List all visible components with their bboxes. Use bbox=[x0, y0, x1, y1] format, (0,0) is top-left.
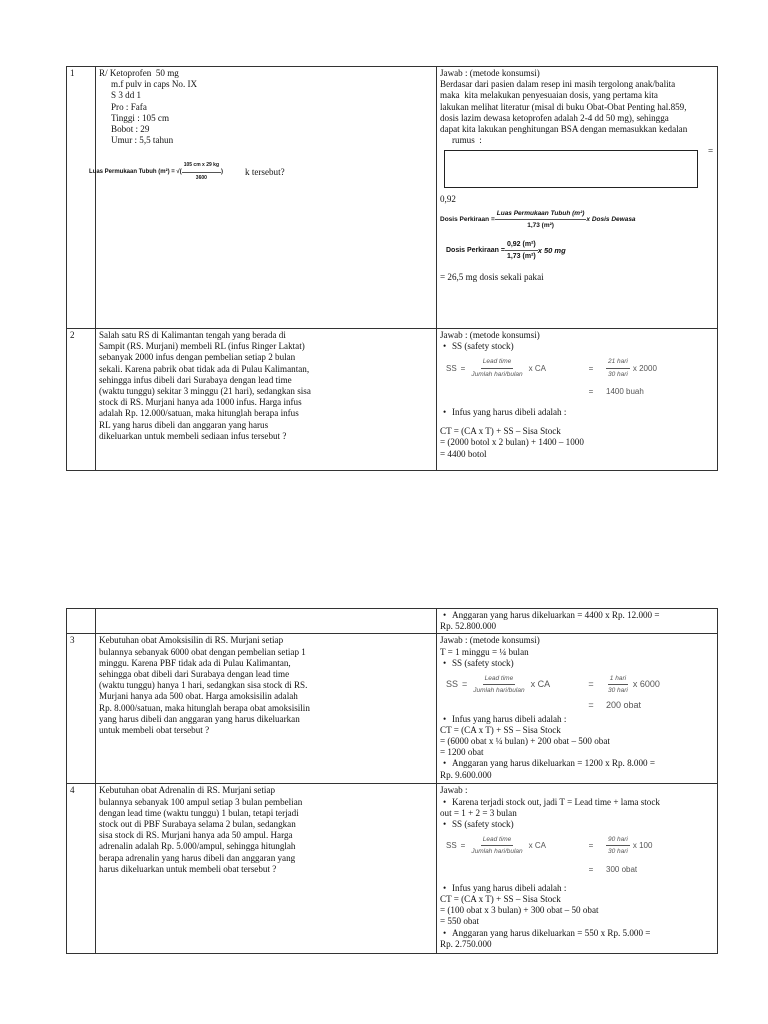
ss-substituted bbox=[606, 673, 696, 696]
table-row bbox=[67, 634, 718, 784]
answer-line: dapat kita lakukan penghitungan BSA dengan memasukkan kedalan bbox=[440, 124, 688, 135]
question-line: sebanyak 2000 infus dengan pembelian setiap 2 bulan bbox=[99, 352, 296, 363]
ss-sub-denominator: 30 hari bbox=[608, 687, 628, 695]
ss-label: SS bbox=[446, 841, 457, 851]
bullet-item: • Infus yang harus dibeli adalah : bbox=[440, 407, 714, 418]
answer-line: CT = (CA x T) + SS – Sisa Stock bbox=[440, 724, 561, 735]
ss-general-formula: SS = $\frac{\text{Lead time}}{\text{Jumlah hari/bulan}}$ x CA bbox=[446, 356, 576, 379]
question-line: dengan lead time (waktu tunggu) 1 bulan, tetapi terjadi bbox=[99, 807, 299, 818]
ss-sub-denominator: 30 hari bbox=[608, 370, 628, 378]
ss-tail: x CA bbox=[528, 363, 546, 373]
question-cell bbox=[96, 784, 437, 954]
ss-numerator: Lead time bbox=[481, 834, 514, 846]
answer-line: Rp. 52.800.000 bbox=[440, 621, 497, 632]
question-cell bbox=[96, 634, 437, 784]
answer-heading: Jawab : bbox=[440, 785, 468, 796]
answer-line: CT = (CA x T) + SS – Sisa Stock bbox=[440, 426, 561, 437]
question-line: yang harus dibeli dan anggaran yang harus dikeluarkan bbox=[99, 713, 300, 724]
ss-fraction bbox=[469, 356, 524, 379]
bsa-numerator: 105 cm x 29 kg bbox=[182, 160, 221, 172]
exercise-table-1 bbox=[66, 66, 718, 471]
equals-sign: = bbox=[708, 146, 714, 157]
dose-formula-tail: x Dosis Dewasa bbox=[586, 215, 636, 223]
dose-calc-numerator: 0,92 (m²) bbox=[505, 239, 538, 251]
ss-equals: = bbox=[588, 679, 594, 690]
row-number: 4 bbox=[67, 784, 96, 954]
question-cell bbox=[96, 609, 437, 634]
formula-box-row bbox=[440, 146, 714, 190]
question-line: sekali. Karena pabrik obat tidak ada di Pulau Kalimantan, bbox=[99, 363, 310, 374]
ss-denominator: Jumlah hari/bulan bbox=[473, 687, 525, 695]
bullet-item: • Anggaran yang harus dikeluarkan = 550 x Rp. 5.000 = bbox=[440, 928, 714, 939]
ss-tail: x CA bbox=[530, 679, 551, 690]
ss-denominator: Jumlah hari/bulan bbox=[471, 370, 523, 378]
answer-line: maka kita melakukan penyesuaian dosis, yang pertama kita bbox=[440, 90, 658, 101]
ss-result: 1400 buah bbox=[606, 386, 644, 396]
exercise-table-2 bbox=[66, 608, 718, 954]
ss-general-formula: SS = $\frac{\text{Lead time}}{\text{Jumlah hari/bulan}}$ x CA bbox=[446, 834, 576, 857]
ss-equals: = bbox=[588, 363, 594, 373]
dose-numerator: Luas Permukaan Tubuh (m²) bbox=[495, 208, 587, 220]
bullet-item: • Infus yang harus dibeli adalah : bbox=[440, 714, 714, 725]
question-line: adalah Rp. 12.000/satuan, maka hitunglah berapa infus bbox=[99, 408, 299, 419]
answer-heading: Jawab : (metode konsumsi) bbox=[440, 635, 540, 646]
bullet-item: • Anggaran yang harus dikeluarkan = 4400 x Rp. 12.000 = bbox=[440, 610, 714, 621]
question-line: bulannya sebanyak 6000 obat dengan pembelian setiap 1 bbox=[99, 646, 306, 657]
bullet-item: • SS (safety stock) bbox=[440, 658, 714, 669]
answer-cell bbox=[437, 67, 718, 329]
safety-stock-formula bbox=[446, 834, 714, 875]
answer-line: Rp. 9.600.000 bbox=[440, 769, 492, 780]
question-line: dikeluarkan untuk membeli sediaan infus tersebut ? bbox=[99, 430, 287, 441]
answer-line: = 550 obat bbox=[440, 916, 479, 927]
bsa-close: ) bbox=[221, 168, 224, 175]
table-block-1 bbox=[66, 66, 718, 471]
dose-calculation bbox=[446, 239, 714, 262]
ss-equals: = bbox=[588, 841, 594, 851]
ss-result-equals: = bbox=[588, 700, 594, 711]
row-number: 2 bbox=[67, 329, 96, 471]
question-line: (waktu tunggu) sekitar 3 minggu (21 hari), sedangkan sisa bbox=[99, 386, 311, 397]
question-line: Kebutuhan obat Adrenalin di RS. Murjani setiap bbox=[99, 785, 276, 796]
ss-result-equals: = bbox=[588, 386, 594, 396]
answer-line: out = 1 + 2 = 3 bulan bbox=[440, 807, 517, 818]
answer-cell bbox=[437, 329, 718, 471]
answer-line: CT = (CA x T) + SS – Sisa Stock bbox=[440, 894, 561, 905]
question-line: Rp. 8.000/satuan, maka hitunglah berapa obat amoksisilin bbox=[99, 702, 310, 713]
answer-line: = (2000 botol x 2 bulan) + 1400 – 1000 bbox=[440, 437, 584, 448]
ss-tail: x CA bbox=[528, 841, 546, 851]
question-line: Umur : 5,5 tahun bbox=[111, 135, 174, 146]
bullet-item: • Infus yang harus dibeli adalah : bbox=[440, 883, 714, 894]
question-line: S 3 dd 1 bbox=[111, 90, 142, 101]
bsa-fraction bbox=[182, 160, 224, 183]
answer-cell bbox=[437, 609, 718, 634]
ss-denominator: Jumlah hari/bulan bbox=[471, 848, 523, 856]
dose-formula-label: Dosis Perkiraan = bbox=[440, 215, 495, 223]
question-line: RL yang harus dibeli dan anggaran yang harus bbox=[99, 419, 269, 430]
question-line: Murjani hanya ada 500 obat. Harga amoksisilin adalah bbox=[99, 691, 298, 702]
dose-calc-denominator: 1,73 (m²) bbox=[506, 253, 536, 261]
answer-line: Jawab : (metode konsumsi) bbox=[440, 68, 540, 78]
ss-label: SS bbox=[446, 363, 457, 373]
bsa-formula-label: Luas Permukaan Tubuh (m²) = √( bbox=[89, 168, 182, 175]
answer-line: rumus : bbox=[452, 135, 482, 146]
bullet-item: • Karena terjadi stock out, jadi T = Lead time + lama stock bbox=[440, 797, 714, 808]
question-line: adrenalin adalah Rp. 5.000/ampul, sehingga hitunglah bbox=[99, 841, 296, 852]
question-line: bulannya sebanyak 100 ampul setiap 3 bulan pembelian bbox=[99, 796, 303, 807]
ss-fraction bbox=[469, 834, 524, 857]
dose-formula bbox=[440, 208, 714, 231]
ss-result-equals: = bbox=[588, 864, 594, 874]
bullet-item: • SS (safety stock) bbox=[440, 819, 714, 830]
table-row bbox=[67, 609, 718, 634]
dose-formula-fraction bbox=[495, 208, 587, 231]
answer-line: = 4400 botol bbox=[440, 448, 487, 459]
answer-line: = 1200 obat bbox=[440, 747, 484, 758]
answer-line: lakukan melihat literatur (misal di buku Obat-Obat Penting hal.859, bbox=[440, 101, 687, 112]
question-line: m.f pulv in caps No. IX bbox=[111, 79, 198, 90]
ss-numerator: Lead time bbox=[481, 356, 514, 368]
answer-line: T = 1 minggu = ¼ bulan bbox=[440, 646, 529, 657]
question-line: sehingga infus dibeli dari Surabaya dengan lead time bbox=[99, 374, 292, 385]
dose-calc-tail: x 50 mg bbox=[537, 246, 566, 256]
table-row bbox=[67, 329, 718, 471]
question-line: Pro : Fafa bbox=[111, 101, 147, 112]
dose-result: = 26,5 mg dosis sekali pakai bbox=[440, 272, 544, 283]
ss-sub-tail: x 100 bbox=[632, 841, 653, 851]
ss-substituted bbox=[606, 356, 696, 379]
ss-sub-numerator: 21 hari bbox=[606, 356, 630, 368]
dose-calc-label: Dosis Perkiraan = bbox=[446, 247, 505, 255]
ss-sub-tail: x 6000 bbox=[632, 679, 660, 690]
question-line: sisa stock di RS. Murjani hanya ada 50 ampul. Harga bbox=[99, 830, 293, 841]
bsa-denominator: 3600 bbox=[195, 174, 207, 181]
ss-sub-fraction bbox=[606, 834, 630, 857]
answer-line: Rp. 2.750.000 bbox=[440, 938, 492, 949]
question-line: Salah satu RS di Kalimantan tengah yang berada di bbox=[99, 330, 286, 340]
row-number: 1 bbox=[67, 67, 96, 329]
question-cell bbox=[89, 67, 437, 329]
question-line: Kebutuhan obat Amoksisilin di RS. Murjani setiap bbox=[99, 635, 284, 646]
ss-sub-fraction bbox=[606, 356, 630, 379]
question-line: stock di RS. Murjani hanya ada 1000 infus. Harga infus bbox=[99, 397, 302, 408]
ss-sub-tail: x 2000 bbox=[632, 363, 657, 373]
answer-line: = (100 obat x 3 bulan) + 300 obat – 50 obat bbox=[440, 905, 599, 916]
question-line: minggu. Karena PBF tidak ada di Pulau Kalimantan, bbox=[99, 657, 291, 668]
question-line: (waktu tunggu) hanya 1 hari, sedangkan sisa stock di RS. bbox=[99, 680, 308, 691]
bullet-item: • Anggaran yang harus dikeluarkan = 1200 x Rp. 8.000 = bbox=[440, 758, 714, 769]
answer-cell bbox=[437, 784, 718, 954]
dose-calc-fraction bbox=[505, 239, 538, 262]
ss-result: 200 obat bbox=[606, 700, 642, 711]
question-line: Bobot : 29 bbox=[111, 124, 150, 135]
safety-stock-formula bbox=[446, 673, 714, 712]
question-line: Tinggi : 105 cm bbox=[111, 112, 170, 123]
answer-cell bbox=[437, 634, 718, 784]
ss-sub-denominator: 30 hari bbox=[608, 848, 628, 856]
ss-sub-numerator: 1 hari bbox=[608, 673, 628, 685]
question-line: harus dikeluarkan untuk membeli obat tersebut ? bbox=[99, 863, 277, 874]
table-row bbox=[67, 784, 718, 954]
answer-line: dosis lazim dewasa ketoprofen adalah 2-4 dd 50 mg), sehingga bbox=[440, 112, 669, 123]
answer-line: Berdasar dari pasien dalam resep ini masih tergolong anak/balita bbox=[440, 79, 676, 90]
bullet-item: • SS (safety stock) bbox=[440, 341, 714, 352]
formula-image-box bbox=[444, 150, 698, 188]
question-line: R/ Ketoprofen 50 mg bbox=[99, 68, 179, 78]
question-line: untuk membeli obat tersebut ? bbox=[99, 725, 210, 736]
question-cell bbox=[96, 329, 437, 471]
row-number: 3 bbox=[67, 634, 96, 784]
ss-substituted bbox=[606, 834, 696, 857]
question-line: sehingga obat dibeli dari Surabaya dengan lead time bbox=[99, 669, 290, 680]
question-line: berapa adrenalin yang harus dibeli dan anggaran yang bbox=[99, 852, 296, 863]
bsa-trailing-text: k tersebut? bbox=[245, 166, 285, 177]
safety-stock-formula bbox=[446, 356, 714, 397]
ss-general-formula: SS = $\frac{\text{Lead time}}{\text{Jumlah hari/bulan}}$ x CA bbox=[446, 673, 576, 696]
row-number bbox=[67, 609, 96, 634]
ss-sub-fraction bbox=[606, 673, 630, 696]
ss-label: SS bbox=[446, 679, 459, 690]
ss-fraction bbox=[471, 673, 526, 696]
table-row bbox=[67, 67, 718, 329]
dose-denominator: 1,73 (m²) bbox=[527, 221, 554, 229]
bsa-formula bbox=[89, 160, 433, 183]
ss-result: 300 obat bbox=[606, 864, 638, 874]
ss-sub-numerator: 90 hari bbox=[606, 834, 630, 846]
question-line: stock out di PBF Surabaya selama 2 bulan, sedangkan bbox=[99, 819, 296, 830]
bsa-value: 0,92 bbox=[440, 194, 456, 205]
table-block-2 bbox=[66, 608, 718, 954]
answer-heading: Jawab : (metode konsumsi) bbox=[440, 330, 540, 340]
question-line: Sampit (RS. Murjani) membeli RL (infus Ringer Laktat) bbox=[99, 341, 305, 352]
ss-numerator: Lead time bbox=[483, 673, 516, 685]
answer-line: = (6000 obat x ¼ bulan) + 200 obat – 500 obat bbox=[440, 736, 610, 747]
